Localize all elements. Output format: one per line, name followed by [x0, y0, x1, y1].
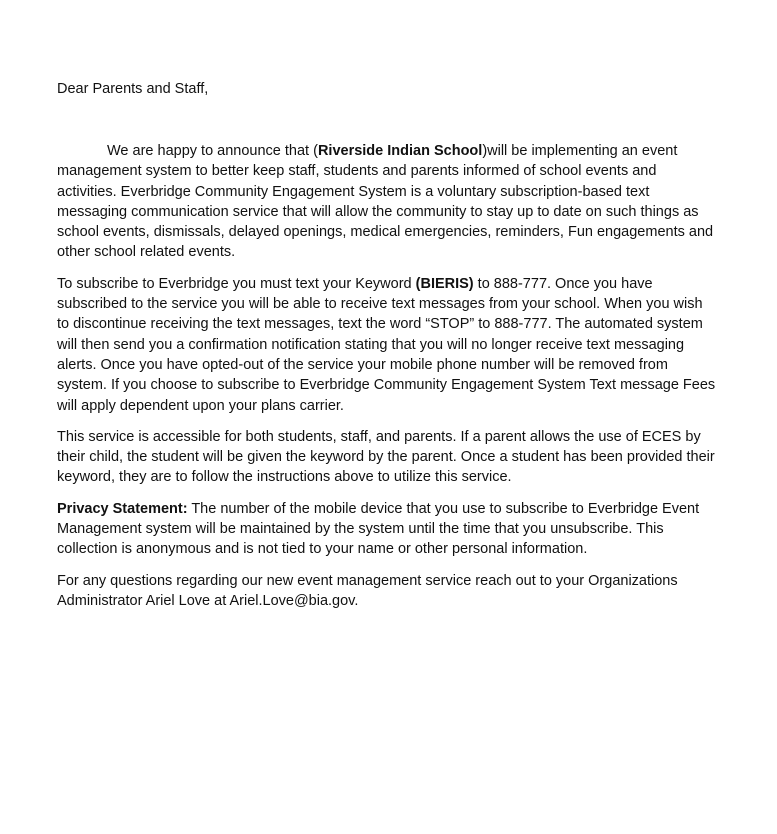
- announcement-text-start: We are happy to announce that (: [107, 143, 318, 159]
- privacy-label: Privacy Statement:: [57, 500, 188, 517]
- announcement-text-end: )will be implementing an event management system to better keep staff, students and parents informed of school events and activities. Everbridge Community Engagement System is a voluntary subscription-based text messaging communication service that will allow the community to stay up to date on such things as school events, dismissals, delayed openings, medical emergencies, reminders, Fun engagements and other school related events.: [57, 143, 714, 261]
- school-name: Riverside Indian School: [317, 143, 483, 159]
- paragraph-contact: For any questions regarding our new event management service reach out to your Organizations Administrator Ariel Love at Ariel.Love@bia.gov.: [57, 572, 678, 609]
- paragraph-subscribe: [57, 274, 717, 416]
- keyword: (BIERIS): [415, 275, 474, 292]
- salutation: Dear Parents and Staff,: [57, 81, 209, 97]
- privacy-text: The number of the mobile device that you use to subscribe to Everbridge Event Management system will be maintained by the system until the time that you unsubscribe. This collection is anonymous and is not tied to your name or other personal information.: [57, 500, 700, 558]
- paragraph-privacy: [57, 499, 717, 560]
- paragraph-accessibility: This service is accessible for both students, staff, and parents. If a parent allows the use of ECES by their child, the student will be given the keyword by the parent. Once a student has been provided their keyword, they are to follow the instructions above to utilize this service.: [57, 428, 715, 486]
- subscribe-text-start: To subscribe to Everbridge you must text your Keyword: [57, 275, 416, 292]
- paragraph-announcement: [57, 141, 717, 263]
- subscribe-text-end: to 888-777. Once you have subscribed to the service you will be able to receive text messages from your school. When you wish to discontinue receiving the text messages, text the word “STOP” to 888-777. The automated system will then send you a confirmation notification stating that you will no longer receive text messaging alerts. Once you have opted-out of the service your mobile phone number will be removed from system. If you choose to subscribe to Everbridge Community Engagement System Text message Fees will apply dependent upon your plans carrier.: [57, 275, 716, 414]
